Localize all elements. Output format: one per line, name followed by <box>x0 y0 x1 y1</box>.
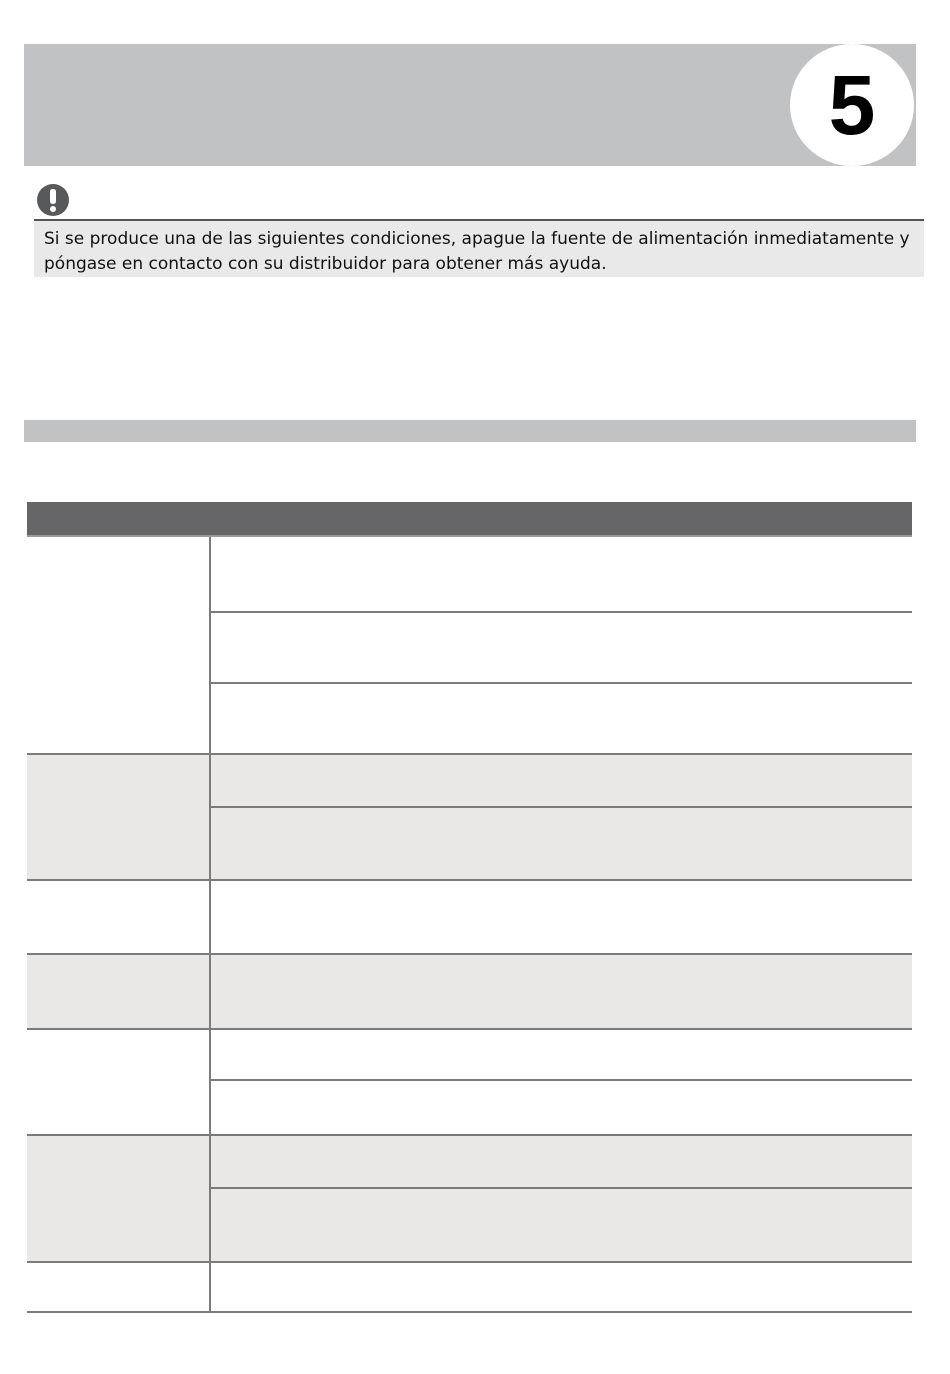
column-divider <box>209 1136 211 1261</box>
table-bottom-border <box>27 1311 912 1313</box>
table-group <box>27 1136 912 1261</box>
column-divider <box>209 755 211 879</box>
row-divider <box>211 806 912 808</box>
chapter-header-band <box>24 44 916 166</box>
row-divider <box>211 1079 912 1081</box>
table-group <box>27 755 912 879</box>
row-divider <box>211 1187 912 1189</box>
table-group <box>27 537 912 753</box>
column-divider <box>209 537 211 753</box>
table-group <box>27 955 912 1028</box>
row-divider <box>211 611 912 613</box>
caution-text: Si se produce una de las siguientes condiciones, apague la fuente de alimentación inmediatamente y póngase en contacto con su distribuidor para obtener más ayuda. <box>44 229 910 274</box>
table-group <box>27 881 912 953</box>
table-header <box>27 502 912 535</box>
section-header-band <box>24 420 916 442</box>
row-divider <box>211 682 912 684</box>
column-divider <box>209 955 211 1028</box>
column-divider <box>209 881 211 953</box>
column-divider <box>209 1030 211 1134</box>
chapter-number: 5 <box>790 44 914 166</box>
table-group <box>27 1030 912 1134</box>
column-divider <box>209 1263 211 1311</box>
exclamation-circle-icon <box>37 184 69 216</box>
table-group <box>27 1263 912 1311</box>
